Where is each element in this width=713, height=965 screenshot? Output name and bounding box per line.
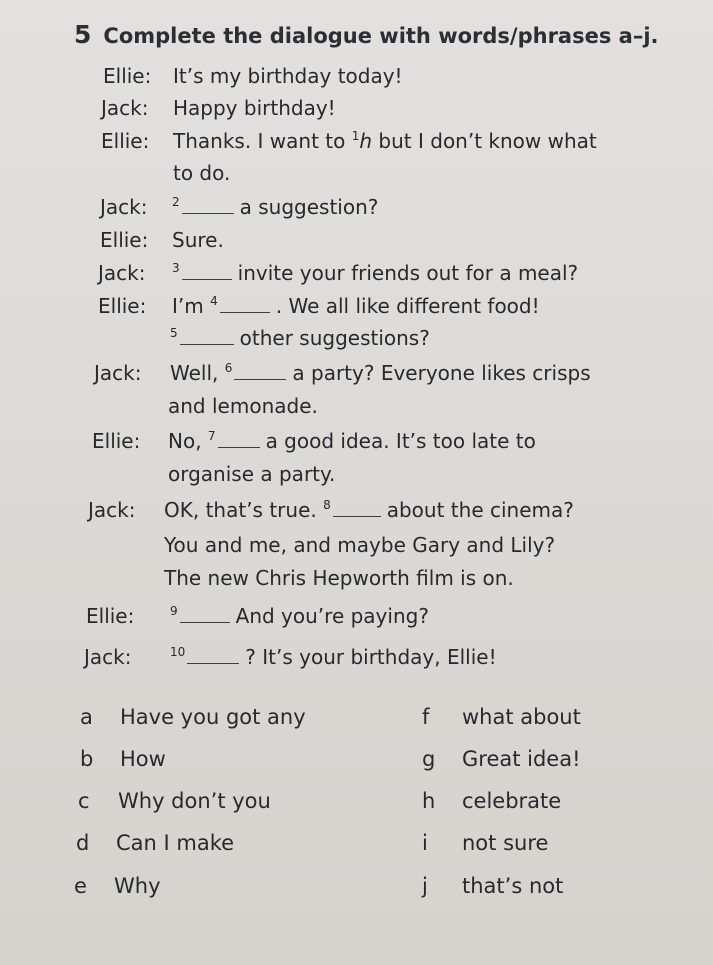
dialogue-line bbox=[94, 361, 591, 385]
dialogue-line bbox=[164, 566, 514, 590]
answer-blank[interactable] bbox=[333, 500, 381, 517]
line-text: The new Chris Hepworth film is on. bbox=[164, 566, 514, 590]
option-text: Why don’t you bbox=[118, 789, 271, 813]
speaker-label: Ellie: bbox=[100, 228, 149, 252]
option-letter: i bbox=[422, 831, 428, 855]
line-text: Sure. bbox=[172, 228, 224, 252]
dialogue-line bbox=[103, 64, 403, 88]
line-text: a suggestion? bbox=[239, 195, 379, 219]
dialogue-line bbox=[164, 533, 555, 557]
line-text: Thanks. I want to bbox=[173, 129, 352, 153]
line-text: You and me, and maybe Gary and Lily? bbox=[164, 533, 556, 557]
option-letter: f bbox=[422, 705, 430, 729]
gap-number: 10 bbox=[170, 645, 186, 659]
speaker-label: Jack: bbox=[101, 96, 149, 120]
line-text: I’m bbox=[172, 294, 204, 318]
dialogue-line bbox=[92, 429, 536, 453]
line-text: and lemonade. bbox=[168, 394, 318, 418]
option-letter: b bbox=[80, 747, 94, 771]
option-letter: e bbox=[74, 874, 87, 898]
line-text: And you’re paying? bbox=[235, 604, 429, 628]
gap-number: 8 bbox=[323, 498, 331, 512]
speaker-label: Jack: bbox=[98, 261, 146, 285]
option-item bbox=[422, 789, 561, 813]
dialogue-line bbox=[170, 326, 430, 350]
exercise-instruction: Complete the dialogue with words/phrases a–j. bbox=[103, 24, 659, 48]
option-letter: h bbox=[422, 789, 436, 813]
answer-blank[interactable] bbox=[218, 431, 260, 448]
answer-blank[interactable] bbox=[180, 328, 234, 345]
option-text: celebrate bbox=[462, 789, 562, 813]
option-text: How bbox=[120, 747, 166, 771]
answer-blank[interactable] bbox=[182, 197, 234, 214]
gap-answer: h bbox=[359, 129, 373, 153]
option-item bbox=[74, 874, 161, 898]
dialogue-line bbox=[101, 96, 336, 120]
speaker-label: Jack: bbox=[100, 195, 148, 219]
answer-blank[interactable] bbox=[182, 263, 232, 280]
gap-number: 7 bbox=[207, 429, 216, 443]
line-text: invite your friends out for a meal? bbox=[237, 261, 579, 285]
speaker-label: Jack: bbox=[84, 645, 132, 669]
speaker-label: Ellie: bbox=[98, 294, 147, 318]
option-text: that’s not bbox=[462, 874, 564, 898]
speaker-label: Jack: bbox=[94, 361, 142, 385]
line-text: to do. bbox=[173, 161, 231, 185]
line-text: Happy birthday! bbox=[173, 96, 336, 120]
gap-number: 2 bbox=[172, 195, 180, 209]
line-text: about the cinema? bbox=[386, 498, 574, 522]
option-text: what about bbox=[462, 705, 581, 729]
dialogue-line bbox=[98, 261, 578, 285]
option-letter: d bbox=[76, 831, 90, 855]
option-letter: g bbox=[422, 747, 436, 771]
dialogue-line bbox=[101, 129, 597, 153]
answer-blank[interactable] bbox=[180, 606, 230, 623]
gap-number: 1 bbox=[351, 129, 360, 143]
dialogue-line bbox=[98, 294, 540, 318]
gap-number: 5 bbox=[170, 326, 178, 340]
gap-number: 6 bbox=[224, 361, 233, 375]
option-text: Have you got any bbox=[120, 705, 306, 729]
line-text: No, bbox=[168, 429, 202, 453]
gap-number: 9 bbox=[170, 604, 178, 618]
option-item bbox=[80, 747, 166, 771]
line-text: a good idea. It’s too late to bbox=[265, 429, 536, 453]
dialogue-line bbox=[100, 228, 224, 252]
speaker-label: Ellie: bbox=[86, 604, 135, 628]
line-text: OK, that’s true. bbox=[164, 498, 317, 522]
option-item bbox=[80, 705, 306, 729]
line-text: organise a party. bbox=[168, 462, 336, 486]
option-letter: j bbox=[422, 874, 428, 898]
speaker-label: Ellie: bbox=[103, 64, 152, 88]
line-text: but I don’t know what bbox=[372, 129, 597, 153]
dialogue-line bbox=[168, 394, 318, 418]
dialogue-line bbox=[173, 161, 230, 185]
option-text: Why bbox=[114, 874, 161, 898]
answer-blank[interactable] bbox=[234, 363, 286, 380]
gap-number: 4 bbox=[210, 294, 218, 308]
option-text: Can I make bbox=[116, 831, 235, 855]
line-text: ? It’s your birthday, Ellie! bbox=[245, 645, 497, 669]
dialogue-line bbox=[88, 498, 574, 522]
line-text: It’s my birthday today! bbox=[173, 64, 403, 88]
answer-blank[interactable] bbox=[220, 296, 270, 313]
line-text: a party? Everyone likes crisps bbox=[292, 361, 591, 385]
option-item bbox=[78, 789, 271, 813]
exercise-number: 5 bbox=[74, 20, 92, 49]
speaker-label: Ellie: bbox=[92, 429, 141, 453]
option-text: not sure bbox=[462, 831, 549, 855]
dialogue-line bbox=[100, 195, 378, 219]
line-text: . We all like different food! bbox=[275, 294, 540, 318]
option-item bbox=[422, 874, 563, 898]
gap-number: 3 bbox=[172, 261, 180, 275]
option-item bbox=[422, 831, 548, 855]
option-item bbox=[422, 747, 581, 771]
option-text: Great idea! bbox=[462, 747, 581, 771]
option-item bbox=[76, 831, 234, 855]
dialogue-line bbox=[168, 462, 335, 486]
speaker-label: Ellie: bbox=[101, 129, 150, 153]
line-text: Well, bbox=[170, 361, 219, 385]
option-letter: a bbox=[80, 705, 93, 729]
exercise-heading bbox=[74, 20, 659, 49]
option-item bbox=[422, 705, 581, 729]
dialogue-line bbox=[84, 645, 497, 669]
speaker-label: Jack: bbox=[88, 498, 136, 522]
answer-blank[interactable] bbox=[187, 647, 239, 664]
line-text: other suggestions? bbox=[239, 326, 430, 350]
option-letter: c bbox=[78, 789, 90, 813]
dialogue-line bbox=[86, 604, 429, 628]
